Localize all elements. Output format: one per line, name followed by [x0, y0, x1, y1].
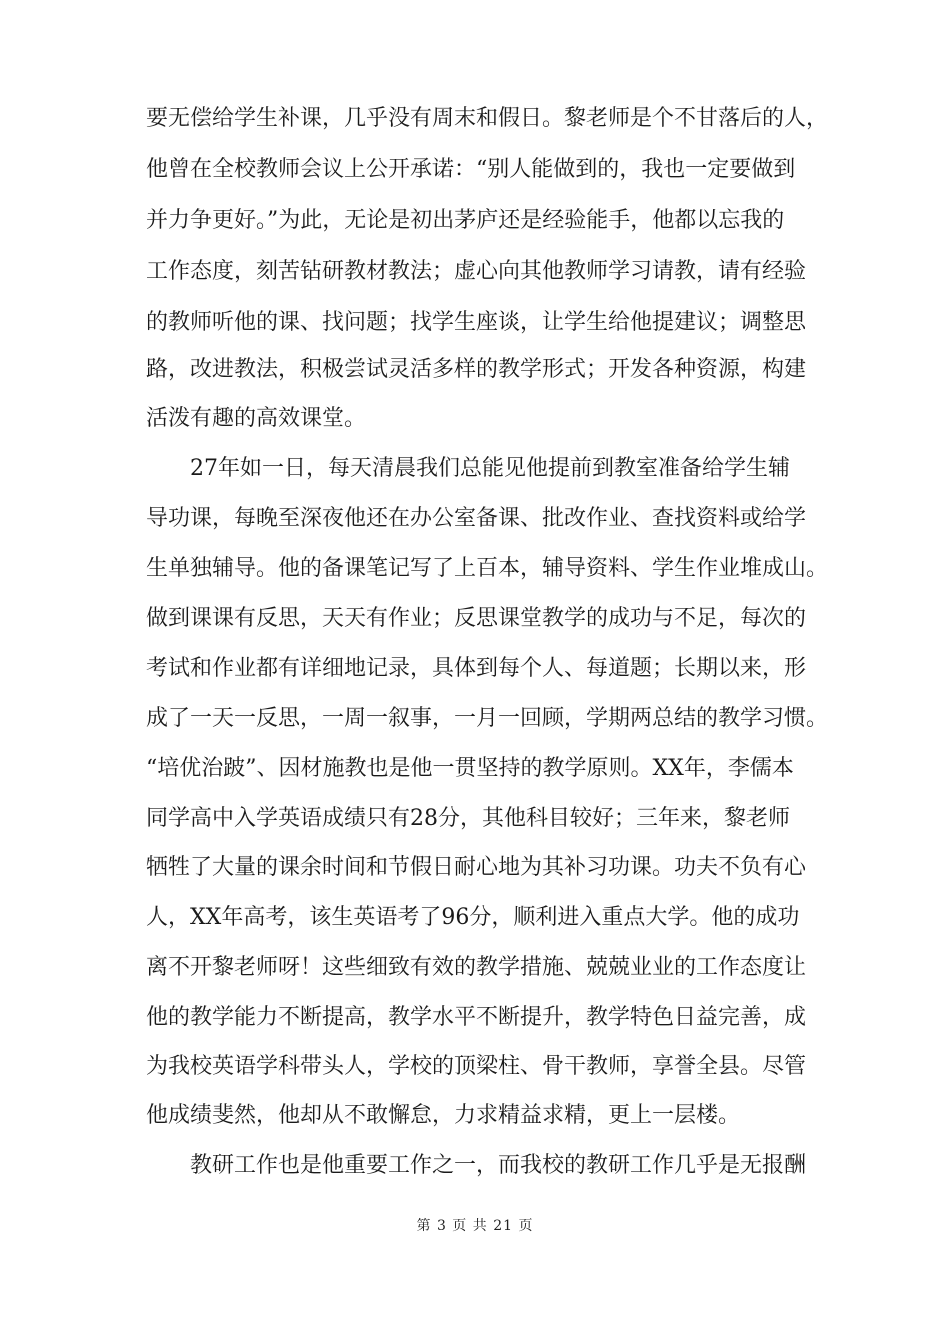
text-line: 人，XX年高考，该生英语考了96分，顺利进入重点大学。他的成功 [146, 905, 800, 930]
text-line: 并力争更好。”为此，无论是初出茅庐还是经验能手，他都以忘我的 [146, 208, 785, 233]
text-line: 牺牲了大量的课余时间和节假日耐心地为其补习功课。功夫不负有心 [146, 855, 807, 880]
text-line: 做到课课有反思，天天有作业；反思课堂教学的成功与不足，每次的 [146, 606, 807, 631]
text-line: 路，改进教法，积极尝试灵活多样的教学形式；开发各种资源，构建 [146, 357, 807, 382]
text-line: 活泼有趣的高效课堂。 [146, 406, 367, 431]
text-line: 离不开黎老师呀！这些细致有效的教学措施、兢兢业业的工作态度让 [146, 955, 807, 980]
text-line: 的教师听他的课、找问题；找学生座谈，让学生给他提建议；调整思 [146, 310, 807, 335]
text-line: 生单独辅导。他的备课笔记写了上百本，辅导资料、学生作业堆成山。 [146, 556, 829, 581]
text-line: 考试和作业都有详细地记录，具体到每个人、每道题；长期以来，形 [146, 656, 807, 681]
text-line: “培优治跛”、因材施教也是他一贯坚持的教学原则。XX年，李儒本 [146, 756, 794, 781]
text-line: 要无偿给学生补课，几乎没有周末和假日。黎老师是个不甘落后的人， [146, 106, 829, 131]
text-line: 同学高中入学英语成绩只有28分，其他科目较好；三年来，黎老师 [146, 806, 790, 831]
text-line: 他的教学能力不断提高，教学水平不断提升，教学特色日益完善，成 [146, 1005, 807, 1030]
text-line: 他成绩斐然，他却从不敢懈怠，力求精益求精，更上一层楼。 [146, 1103, 741, 1128]
page-number: 第 3 页 共 21 页 [416, 1218, 534, 1234]
text-line: 27年如一日，每天清晨我们总能见他提前到教室准备给学生辅 [190, 456, 790, 481]
text-line: 他曾在全校教师会议上公开承诺：“别人能做到的，我也一定要做到 [146, 157, 796, 182]
text-line: 工作态度，刻苦钻研教材教法；虚心向其他教师学习请教，请有经验 [146, 259, 807, 284]
text-line: 成了一天一反思，一周一叙事，一月一回顾，学期两总结的教学习惯。 [146, 706, 829, 731]
text-line: 导功课，每晚至深夜他还在办公室备课、批改作业、查找资料或给学 [146, 506, 807, 531]
text-line: 教研工作也是他重要工作之一，而我校的教研工作几乎是无报酬 [190, 1153, 807, 1178]
text-line: 为我校英语学科带头人，学校的顶梁柱、骨干教师，享誉全县。尽管 [146, 1054, 807, 1079]
